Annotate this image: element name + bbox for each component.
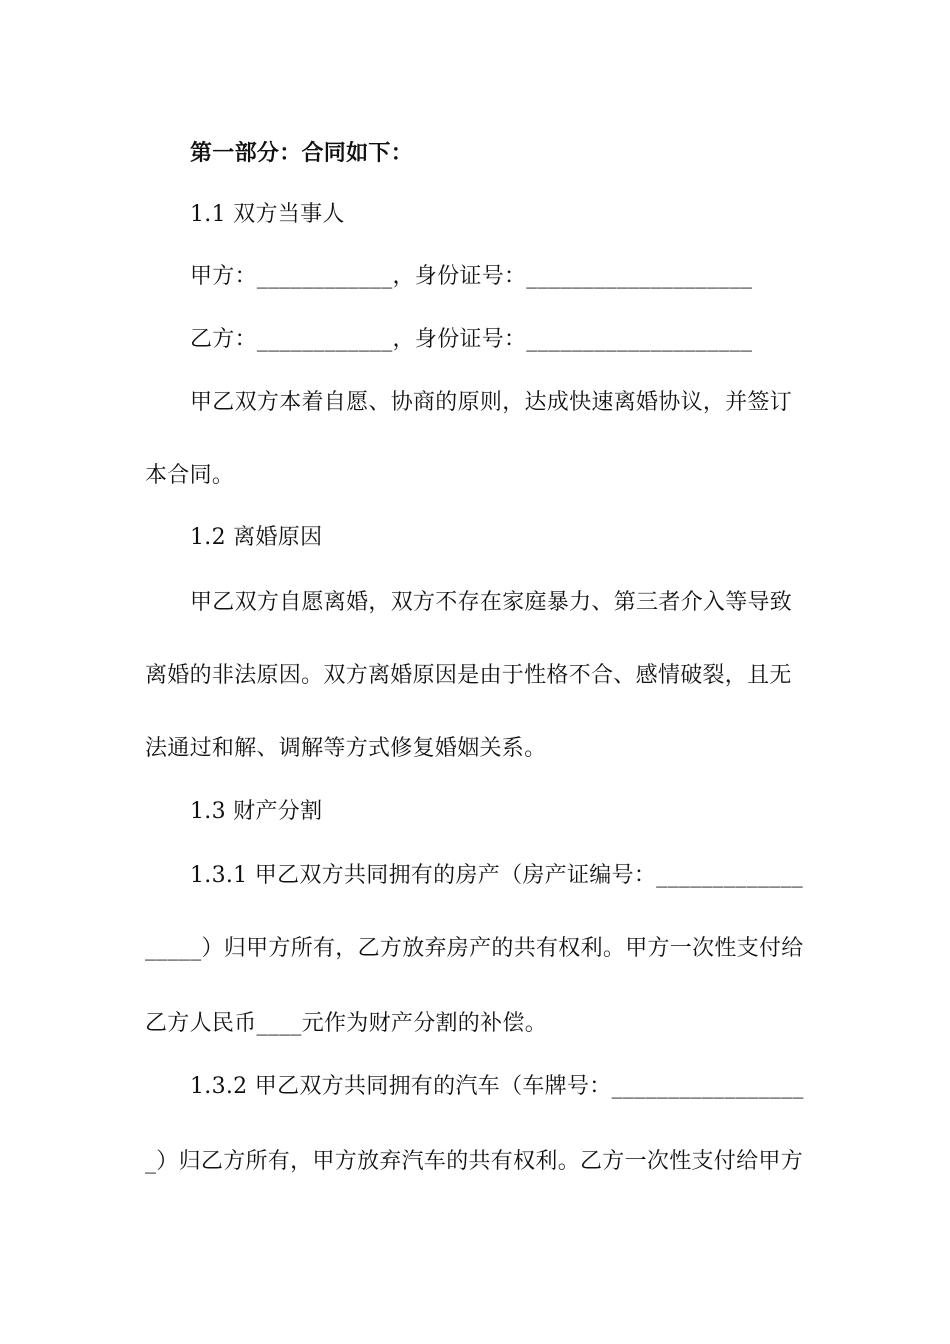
paragraph-line: 1.3.1 甲乙双方共同拥有的房产（房产证编号：_____________ (190, 863, 804, 888)
paragraph-line: 甲乙双方自愿离婚，双方不存在家庭暴力、第三者介入等导致 (190, 590, 793, 615)
party-b-line: 乙方：____________，身份证号：____________________ (190, 327, 753, 352)
subsection-title-parties: 1.1 双方当事人 (190, 202, 345, 227)
paragraph-line: 乙方人民币____元作为财产分割的补偿。 (145, 1011, 548, 1036)
paragraph-line: 法通过和解、调解等方式修复婚姻关系。 (145, 736, 547, 761)
section-heading: 第一部分：合同如下： (190, 140, 414, 166)
subsection-title-property: 1.3 财产分割 (190, 799, 323, 824)
paragraph-line: _）归乙方所有，甲方放弃汽车的共有权利。乙方一次性支付给甲方 (145, 1149, 804, 1174)
paragraph-line: 离婚的非法原因。双方离婚原因是由于性格不合、感情破裂，且无 (145, 663, 792, 688)
paragraph-line: 1.3.2 甲乙双方共同拥有的汽车（车牌号：_________________ (190, 1074, 804, 1099)
paragraph-line: _____）归甲方所有，乙方放弃房产的共有权利。甲方一次性支付给 (145, 936, 804, 961)
subsection-title-reason: 1.2 离婚原因 (190, 525, 323, 550)
paragraph-line: 本合同。 (145, 463, 235, 488)
paragraph-line: 甲乙双方本着自愿、协商的原则，达成快速离婚协议，并签订 (190, 390, 793, 415)
party-a-line: 甲方：____________，身份证号：____________________ (190, 264, 753, 289)
